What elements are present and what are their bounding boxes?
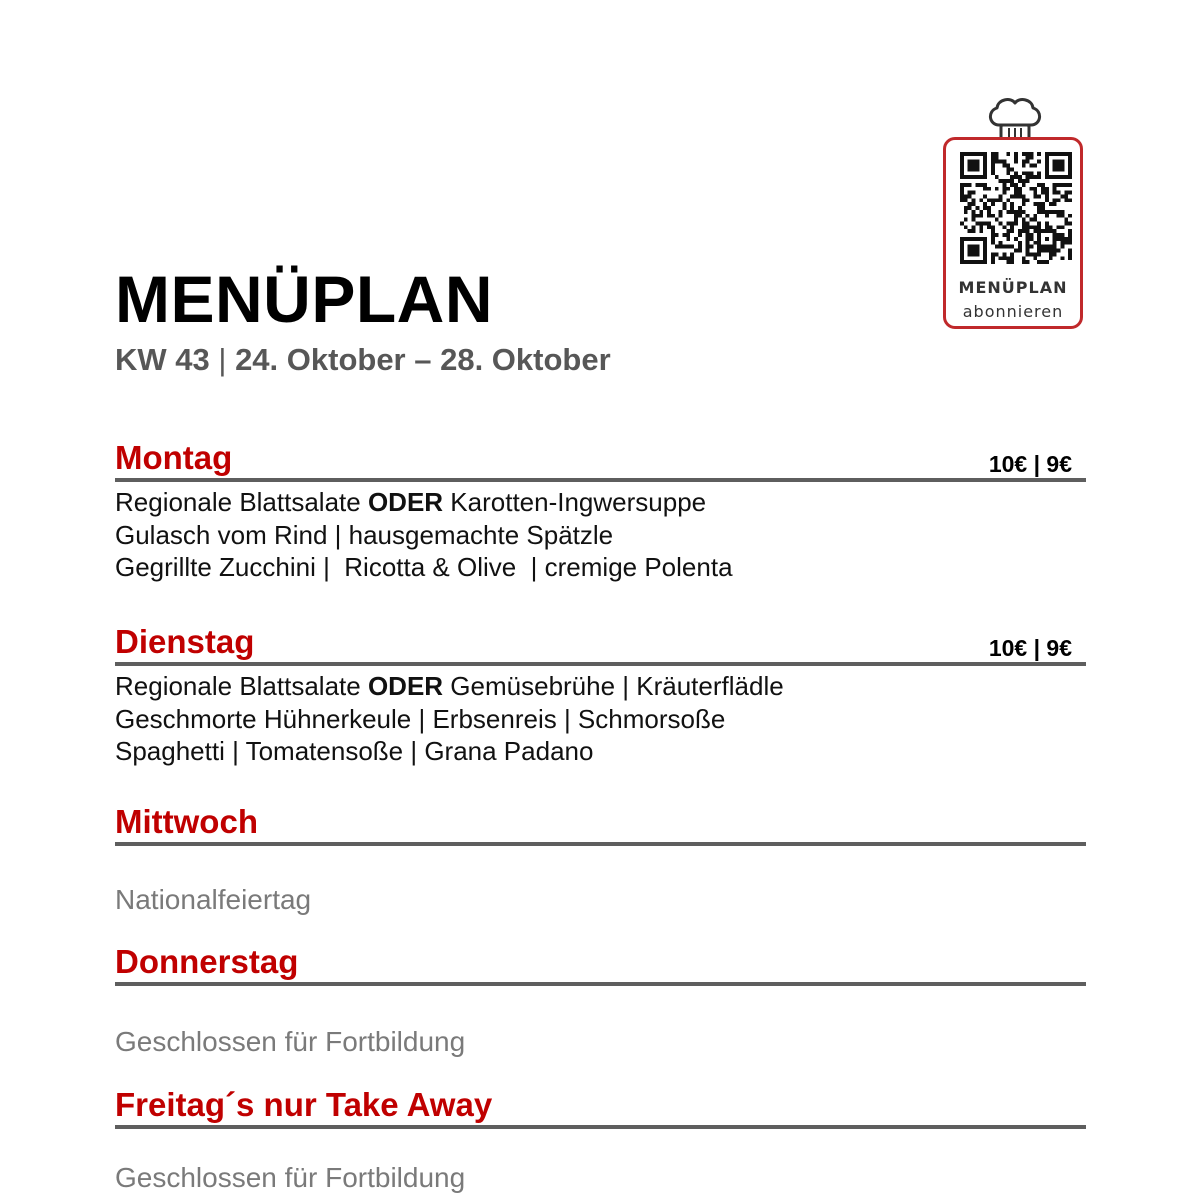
day-title: Mittwoch <box>115 803 258 840</box>
day-title: Montag <box>115 439 233 476</box>
dish-text: Regionale Blattsalate <box>115 487 368 517</box>
dish-text: Gulasch vom Rind | hausgemachte Spätzle <box>115 519 614 550</box>
dish-text: Gemüsebrühe | Kräuterflädle <box>443 671 784 701</box>
day-title: Freitag´s nur Take Away <box>115 1086 493 1123</box>
day-title: Donnerstag <box>115 943 299 980</box>
dish-list <box>115 670 1086 768</box>
day-title: Dienstag <box>115 623 255 660</box>
day-note: Geschlossen für Fortbildung <box>115 1162 466 1193</box>
dish-text: Gegrillte Zucchini | Ricotta & Olive | cremige Polenta <box>115 552 733 582</box>
dish-oder: ODER <box>367 487 444 517</box>
dish-line <box>115 486 1086 519</box>
dish-text: Karotten-Ingwersuppe <box>443 487 707 517</box>
week-dates: 24. Oktober – 28. Oktober <box>235 342 611 377</box>
day-note: Nationalfeiertag <box>115 884 312 915</box>
dish-line <box>115 703 1086 736</box>
day-header <box>115 804 1086 846</box>
day-header <box>115 440 1086 482</box>
page-title: MENÜPLAN <box>115 262 493 336</box>
day-donnerstag <box>115 943 1086 1057</box>
day-note: Geschlossen für Fortbildung <box>115 1026 466 1057</box>
day-price: 10€ | 9€ <box>988 451 1072 477</box>
day-mittwoch <box>115 803 1086 915</box>
day-price: 10€ | 9€ <box>988 635 1072 661</box>
dish-line <box>115 519 1086 552</box>
dish-line <box>115 670 1086 703</box>
day-dienstag <box>115 624 1086 768</box>
dish-oder: ODER <box>367 671 444 701</box>
day-freitag <box>115 1086 1086 1193</box>
dish-text: Regionale Blattsalate <box>115 671 368 701</box>
day-header <box>115 1087 1086 1129</box>
qr-code[interactable] <box>960 152 1072 264</box>
dish-line <box>115 551 1086 584</box>
week-separator: | <box>218 342 227 377</box>
day-header <box>115 944 1086 986</box>
badge-subtitle: abonnieren <box>962 302 1064 321</box>
day-header <box>115 624 1086 666</box>
badge-title: MENÜPLAN <box>958 278 1068 297</box>
week-number: KW 43 <box>115 342 210 377</box>
dish-text: Spaghetti | Tomatensoße | Grana Padano <box>115 736 594 766</box>
subscribe-badge[interactable] <box>943 137 1083 329</box>
dish-list <box>115 486 1086 584</box>
dish-text: Geschmorte Hühnerkeule | Erbsenreis | Schmorsoße <box>115 703 726 734</box>
day-montag <box>115 440 1086 584</box>
dish-line <box>115 735 1086 768</box>
week-subtitle <box>115 344 611 375</box>
